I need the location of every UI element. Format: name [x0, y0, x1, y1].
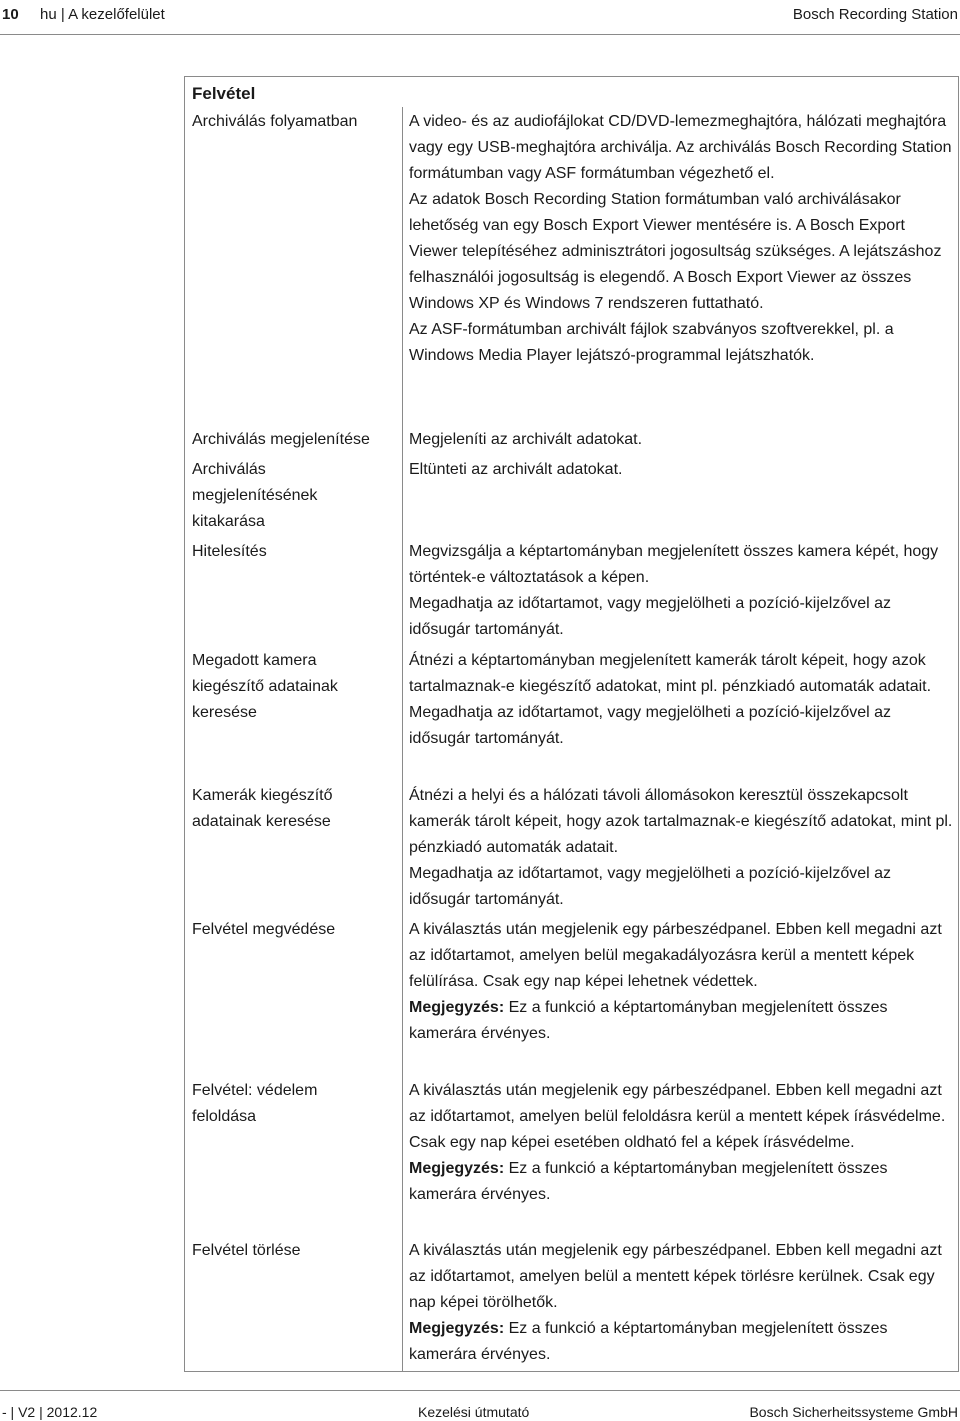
version-info: - | V2 | 2012.12: [2, 1404, 98, 1420]
description-paragraph: A kiválasztás után megjelenik egy párbeszédpanel. Ebben kell megadni azt az időtartamot, amelyen belül feloldásra kerül a mentett képek írásvédelme. Csak egy nap képei esetében oldható fel a képek írásvédelme.: [409, 1082, 946, 1151]
note-paragraph: [409, 1156, 954, 1208]
row-description: [409, 648, 954, 752]
note-paragraph: [409, 995, 954, 1047]
description-paragraph: Az ASF-formátumban archivált fájlok szabványos szoftverekkel, pl. a Windows Media Player lejátszó-programmal lejátszhatók.: [409, 321, 894, 364]
row-description: [409, 1238, 954, 1368]
description-paragraph: Átnézi a képtartományban megjelenített kamerák tárolt képeit, hogy azok tartalmaznak-e kiegészítő adatokat, mint pl. pénzkiadó automaták adatait.: [409, 652, 932, 695]
description-paragraph: A video- és az audiofájlokat CD/DVD-lemezmeghajtóra, hálózati meghajtóra vagy egy USB-meghajtóra archiválja. Az archiválás Bosch Recording Station formátumban vagy ASF formátumban végezhető el.: [409, 113, 952, 182]
description-paragraph: Megadhatja az időtartamot, vagy megjelölheti a pozíció-kijelzővel az idősugár tartományát.: [409, 595, 892, 638]
row-label: Felvétel törlése: [192, 1242, 301, 1259]
note-text: Ez a funkció a képtartományban megjelenített összes kamerára érvényes.: [409, 1160, 888, 1203]
page-header: [0, 0, 960, 35]
note-paragraph: [409, 1316, 954, 1368]
row-label: Archiválás megjelenítése: [192, 431, 370, 448]
table-title: Felvétel: [192, 84, 256, 103]
row-description: [409, 1078, 954, 1208]
description-paragraph: A kiválasztás után megjelenik egy párbeszédpanel. Ebben kell megadni azt az időtartamot, amelyen belül megakadályozásra kerül a mentett képek felülírása. Csak egy nap képei lehetnek védettek.: [409, 921, 942, 990]
row-label: Felvétel megvédése: [192, 921, 336, 938]
row-label: Hitelesítés: [192, 543, 267, 560]
row-description: [409, 109, 954, 369]
note-text: Ez a funkció a képtartományban megjelenített összes kamerára érvényes.: [409, 999, 888, 1042]
product-name: Bosch Recording Station: [792, 6, 958, 23]
description-paragraph: Átnézi a helyi és a hálózati távoli állomásokon keresztül összekapcsolt kamerák tárolt képeit, hogy azok tartalmaznak-e kiegészítő adatokat, mint pl. pénzkiadó automaták adatait.: [409, 787, 953, 856]
function-table: [184, 76, 959, 1372]
row-description: [409, 917, 954, 1047]
company-name: Bosch Sicherheitssysteme GmbH: [749, 1404, 958, 1420]
row-label: Megadott kamera kiegészítő adatainak keresése: [192, 652, 338, 721]
row-label: Kamerák kiegészítő adatainak keresése: [192, 787, 333, 830]
row-description: [409, 457, 954, 483]
row-description: [409, 783, 954, 913]
description-paragraph: Megjeleníti az archivált adatokat.: [409, 431, 643, 448]
row-label: Felvétel: védelem feloldása: [192, 1082, 318, 1125]
row-label: Archiválás megjelenítésének kitakarása: [192, 461, 318, 530]
section-title: hu | A kezelőfelület: [40, 6, 165, 23]
note-text: Ez a funkció a képtartományban megjelenített összes kamerára érvényes.: [409, 1320, 888, 1363]
description-paragraph: A kiválasztás után megjelenik egy párbeszédpanel. Ebben kell megadni azt az időtartamot, amelyen belül a mentett képek törlésre kerülnek. Csak egy nap képei törölhetők.: [409, 1242, 942, 1311]
description-paragraph: Az adatok Bosch Recording Station formátumban való archiválásakor lehetőség van egy Bosch Export Viewer mentésére is. A Bosch Export Viewer telepítéséhez adminisztrátori jogosultság szükséges. A lejátszáshoz felhasználói jogosultság is elegendő. A Bosch Export Viewer az összes Windows XP és Windows 7 rendszeren futtatható.: [409, 191, 942, 312]
note-label: Megjegyzés:: [409, 1160, 505, 1177]
row-description: [409, 427, 954, 453]
note-label: Megjegyzés:: [409, 999, 505, 1016]
document-title: Kezelési útmutató: [418, 1404, 530, 1420]
page-footer: [0, 1390, 960, 1421]
description-paragraph: Eltünteti az archivált adatokat.: [409, 461, 623, 478]
column-divider: [402, 107, 403, 1371]
note-label: Megjegyzés:: [409, 1320, 505, 1337]
page-number: 10: [2, 6, 19, 23]
row-label: Archiválás folyamatban: [192, 113, 358, 130]
description-paragraph: Megadhatja az időtartamot, vagy megjelölheti a pozíció-kijelzővel az idősugár tartományát.: [409, 704, 892, 747]
row-description: [409, 539, 954, 643]
description-paragraph: Megvizsgálja a képtartományban megjelenített összes kamera képét, hogy történtek-e változtatások a képen.: [409, 543, 939, 586]
description-paragraph: Megadhatja az időtartamot, vagy megjelölheti a pozíció-kijelzővel az idősugár tartományát.: [409, 865, 892, 908]
